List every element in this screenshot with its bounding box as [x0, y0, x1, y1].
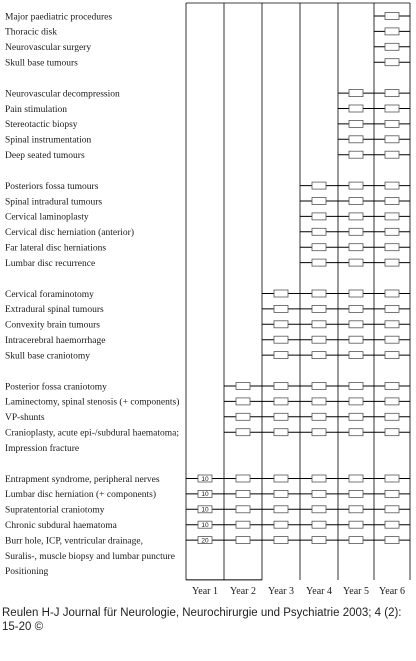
- marker-count: 10: [201, 475, 209, 483]
- year-marker-box: [385, 151, 399, 158]
- procedure-label: Convexity brain tumours: [5, 320, 100, 331]
- procedure-row: [5, 536, 410, 546]
- procedure-label: Neurovascular surgery: [5, 43, 92, 54]
- year-marker-box: [312, 490, 326, 497]
- year-marker-box: [236, 429, 250, 436]
- year-label: Year 1: [192, 586, 218, 597]
- year-label: Year 2: [230, 586, 256, 597]
- procedure-row: [5, 259, 410, 269]
- procedure-label: Positioning: [5, 567, 49, 578]
- procedure-row: [5, 89, 410, 99]
- procedure-label: Lumbar disc recurrence: [5, 258, 96, 269]
- year-marker-box: [312, 521, 326, 528]
- procedure-label: VP-shunts: [5, 413, 45, 424]
- year-marker-box: [385, 228, 399, 235]
- procedure-label: Intracerebral haemorrhage: [5, 336, 106, 346]
- year-marker-box: [274, 429, 288, 436]
- procedure-label: Cervical laminoplasty: [5, 212, 89, 223]
- year-marker-box: [312, 413, 326, 420]
- procedure-label: Supratentorial craniotomy: [5, 505, 105, 516]
- year-marker-box: [385, 182, 399, 189]
- year-marker-box: [312, 506, 326, 513]
- year-marker-box: [312, 352, 326, 359]
- procedure-row: [5, 289, 410, 300]
- year-marker-box: [349, 537, 363, 544]
- procedure-row: [5, 136, 410, 146]
- procedure-row: [5, 151, 410, 161]
- procedure-row: [5, 197, 410, 207]
- year-marker-box: [274, 336, 288, 343]
- year-marker-box: [312, 182, 326, 189]
- procedure-label: Suralis-, muscle biopsy and lumbar puncture: [5, 551, 175, 562]
- year-marker-box: [349, 336, 363, 343]
- year-marker-box: [312, 198, 326, 205]
- marker-count: 20: [201, 537, 209, 545]
- year-marker-box: [349, 105, 363, 112]
- year-marker-box: [274, 475, 288, 482]
- year-marker-box: [385, 413, 399, 420]
- procedure-label: Burr hole, ICP, ventricular drainage,: [5, 536, 143, 547]
- procedure-label: Entrapment syndrome, peripheral nerves: [5, 474, 160, 485]
- year-marker-box: [349, 506, 363, 513]
- figure-caption: Reulen H-J Journal für Neurologie, Neurochirurgie und Psychiatrie 2003; 4 (2): 15-20 ©: [2, 607, 402, 633]
- year-marker-box: [385, 198, 399, 205]
- year-marker-box: [349, 198, 363, 205]
- procedure-label: Cervical foraminotomy: [5, 289, 94, 300]
- year-marker-box: [349, 352, 363, 359]
- year-marker-box: [349, 136, 363, 143]
- year-marker-box: [274, 321, 288, 328]
- year-label: Year 3: [268, 586, 294, 597]
- procedure-row: [5, 413, 410, 423]
- year-marker-box: [312, 305, 326, 312]
- year-marker-box: [312, 429, 326, 436]
- year-marker-box: [385, 475, 399, 482]
- year-marker-box: [349, 383, 363, 390]
- procedure-label: Chronic subdural haematoma: [5, 521, 117, 531]
- procedure-row: [5, 381, 410, 392]
- procedure-row: [5, 244, 410, 254]
- procedure-label: Laminectomy, spinal stenosis (+ components): [5, 397, 180, 408]
- year-marker-box: [385, 13, 399, 20]
- year-marker-box: [312, 336, 326, 343]
- procedure-row: [5, 506, 410, 516]
- procedure-label: Posterior fossa craniotomy: [5, 382, 107, 393]
- year-marker-box: [274, 305, 288, 312]
- procedure-row: [5, 489, 410, 500]
- procedure-label: Lumbar disc herniation (+ components): [5, 490, 156, 501]
- marker-count: 10: [201, 506, 209, 514]
- year-marker-box: [385, 352, 399, 359]
- year-marker-box: [274, 352, 288, 359]
- year-marker-box: [349, 228, 363, 235]
- year-marker-box: [349, 259, 363, 266]
- year-marker-box: [349, 475, 363, 482]
- year-marker-box: [349, 90, 363, 97]
- procedure-row: [5, 567, 49, 577]
- year-marker-box: [385, 120, 399, 127]
- year-marker-box: [349, 321, 363, 328]
- procedure-label: Spinal instrumentation: [5, 135, 92, 146]
- year-marker-box: [236, 521, 250, 528]
- year-marker-box: [236, 383, 250, 390]
- procedure-label: Skull base craniotomy: [5, 351, 90, 362]
- procedure-label: Skull base tumours: [5, 58, 78, 69]
- procedure-label: Pain stimulation: [5, 104, 68, 115]
- procedure-row: [5, 181, 410, 192]
- year-marker-box: [274, 490, 288, 497]
- year-marker-box: [274, 537, 288, 544]
- year-marker-box: [274, 290, 288, 297]
- procedure-row: [5, 305, 410, 315]
- procedure-rows: [5, 12, 410, 580]
- year-marker-box: [312, 228, 326, 235]
- year-label: Year 6: [379, 586, 405, 597]
- year-marker-box: [385, 490, 399, 497]
- year-marker-box: [236, 506, 250, 513]
- year-marker-box: [385, 90, 399, 97]
- year-marker-box: [349, 490, 363, 497]
- year-marker-box: [349, 429, 363, 436]
- year-marker-box: [312, 244, 326, 251]
- year-marker-box: [312, 290, 326, 297]
- procedure-label: Cervical disc herniation (anterior): [5, 228, 134, 239]
- procedure-label: Extradural spinal tumours: [5, 305, 104, 316]
- procedure-row: [5, 443, 79, 454]
- year-marker-box: [274, 413, 288, 420]
- procedure-row: [5, 475, 410, 485]
- year-marker-box: [385, 383, 399, 390]
- year-marker-box: [385, 136, 399, 143]
- procedure-label: Major paediatric procedures: [5, 12, 113, 23]
- year-marker-box: [312, 259, 326, 266]
- year-marker-box: [349, 213, 363, 220]
- marker-count: 10: [201, 522, 209, 529]
- year-marker-box: [312, 475, 326, 482]
- year-marker-box: [385, 244, 399, 251]
- year-marker-box: [349, 244, 363, 251]
- procedure-label: Cranioplasty, acute epi-/subdural haematoma;: [5, 428, 180, 439]
- year-marker-box: [312, 321, 326, 328]
- year-marker-box: [312, 213, 326, 220]
- procedure-label: Stereotactic biopsy: [5, 120, 78, 131]
- year-marker-box: [274, 398, 288, 405]
- year-marker-box: [385, 398, 399, 405]
- year-label: Year 4: [306, 586, 332, 597]
- year-marker-box: [349, 521, 363, 528]
- year-marker-box: [385, 429, 399, 436]
- procedure-row: [5, 213, 410, 223]
- year-marker-box: [385, 305, 399, 312]
- year-marker-box: [385, 521, 399, 528]
- year-marker-box: [385, 290, 399, 297]
- year-marker-box: [349, 290, 363, 297]
- procedure-label: Spinal intradural tumours: [5, 197, 103, 208]
- year-marker-box: [385, 259, 399, 266]
- year-marker-box: [385, 321, 399, 328]
- marker-count: 10: [201, 491, 209, 499]
- procedure-row: [5, 397, 410, 408]
- procedure-label: Impression fracture: [5, 443, 80, 454]
- year-marker-box: [274, 506, 288, 513]
- year-marker-box: [349, 413, 363, 420]
- year-marker-box: [274, 521, 288, 528]
- procedure-row: [5, 12, 410, 22]
- year-marker-box: [349, 151, 363, 158]
- procedure-label: Posteriors fossa tumours: [5, 181, 99, 192]
- procedure-label: Far lateral disc herniations: [5, 243, 107, 254]
- procedure-row: [5, 521, 410, 531]
- year-marker-box: [236, 398, 250, 405]
- procedure-label: Neurovascular decompression: [5, 89, 120, 100]
- procedure-row: [5, 552, 175, 562]
- procedure-row: [5, 351, 410, 361]
- year-marker-box: [385, 59, 399, 66]
- year-marker-box: [385, 537, 399, 544]
- year-marker-box: [236, 537, 250, 544]
- year-marker-box: [312, 537, 326, 544]
- year-marker-box: [385, 28, 399, 35]
- year-label: Year 5: [343, 586, 369, 597]
- year-marker-box: [349, 305, 363, 312]
- year-marker-box: [312, 398, 326, 405]
- procedure-label: Deep seated tumours: [5, 151, 85, 161]
- year-marker-box: [349, 398, 363, 405]
- year-marker-box: [274, 383, 288, 390]
- procedure-row: [5, 429, 410, 439]
- year-marker-box: [349, 182, 363, 189]
- year-marker-box: [312, 383, 326, 390]
- year-marker-box: [385, 336, 399, 343]
- procedure-row: [5, 321, 410, 331]
- year-marker-box: [236, 413, 250, 420]
- procedure-row: [5, 105, 410, 115]
- year-marker-box: [236, 490, 250, 497]
- procedure-row: [5, 43, 410, 53]
- procedure-row: [5, 227, 410, 238]
- procedure-row: [5, 336, 410, 346]
- procedure-label: Thoracic disk: [5, 27, 57, 38]
- year-marker-box: [385, 43, 399, 50]
- year-marker-box: [385, 105, 399, 112]
- year-marker-box: [236, 475, 250, 482]
- procedure-row: [5, 59, 410, 69]
- year-marker-box: [385, 506, 399, 513]
- procedure-row: [5, 120, 410, 130]
- year-axis-labels: [192, 586, 405, 597]
- procedure-row: [5, 28, 410, 38]
- year-marker-box: [385, 213, 399, 220]
- year-marker-box: [349, 120, 363, 127]
